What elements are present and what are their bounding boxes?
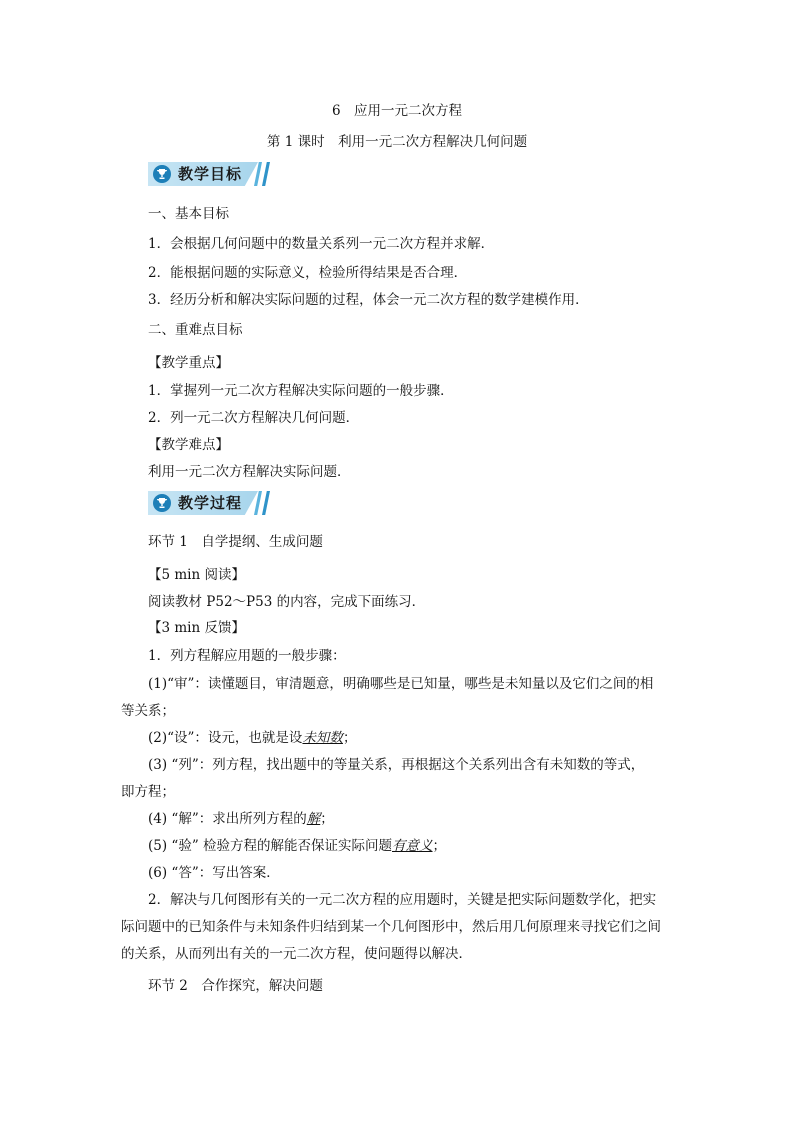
section-banner-goals: [148, 162, 272, 186]
question1-intro: 1．列方程解应用题的一般步骤：: [148, 648, 346, 664]
goal-item: 1．会根据几何问题中的数量关系列一元二次方程并求解．: [148, 236, 495, 252]
key-goals-heading: 二、重难点目标: [148, 322, 243, 338]
banner-label: 教学过程: [178, 494, 243, 512]
step-line: 等关系；: [121, 703, 175, 719]
step-line: (5) “验” 检验方程的解能否保证实际问题有意义；: [148, 838, 447, 854]
step2-heading: 环节 2 合作探究，解决问题: [148, 978, 323, 994]
feedback-label: 【3 min 反馈】: [148, 620, 245, 636]
step-line: (1)“审”：读懂题目，审清题意，明确哪些是已知量，哪些是未知量以及它们之间的相: [148, 676, 654, 692]
step-line: (6) “答”：写出答案．: [148, 865, 280, 881]
basic-goals-heading: 一、基本目标: [148, 206, 229, 222]
goal-item: 2．能根据问题的实际意义，检验所得结果是否合理．: [148, 265, 468, 281]
answer-blank: 有意义: [392, 838, 433, 854]
step-line: (3) “列”：列方程，找出题中的等量关系，再根据这个关系列出含有未知数的等式，: [148, 757, 645, 773]
step-line: 即方程；: [121, 784, 175, 800]
answer-blank: 未知数: [302, 730, 343, 746]
focus-item: 2．列一元二次方程解决几何问题．: [148, 410, 360, 426]
lesson-title: 第 1 课时 利用一元二次方程解决几何问题: [266, 134, 528, 150]
banner-label: 教学目标: [178, 165, 243, 183]
trophy-icon: [153, 165, 171, 183]
step-line: (2)“设”：设元，也就是设未知数；: [148, 730, 357, 746]
section-banner-process: [148, 491, 272, 515]
question2-line: 际问题中的已知条件与未知条件归结到某一个几何图形中，然后用几何原理来寻找它们之间: [121, 919, 661, 935]
question2-line: 的关系，从而列出有关的一元二次方程，使问题得以解决．: [121, 946, 472, 962]
focus-item: 1．掌握列一元二次方程解决实际问题的一般步骤．: [148, 383, 454, 399]
question2-line: 2．解决与几何图形有关的一元二次方程的应用题时，关键是把实际问题数学化，把实: [148, 892, 657, 908]
focus-label: 【教学重点】: [148, 355, 229, 371]
read-text: 阅读教材 P52～P53 的内容，完成下面练习．: [148, 594, 426, 610]
step1-heading: 环节 1 自学提纲、生成问题: [148, 534, 323, 550]
difficulty-text: 利用一元二次方程解决实际问题．: [148, 464, 351, 480]
goal-item: 3．经历分析和解决实际问题的过程，体会一元二次方程的数学建模作用．: [148, 292, 589, 308]
trophy-icon: [153, 494, 171, 512]
read-label: 【5 min 阅读】: [148, 567, 245, 583]
step-line: (4) “解”：求出所列方程的解；: [148, 811, 334, 827]
difficulty-label: 【教学难点】: [148, 437, 229, 453]
answer-blank: 解: [306, 811, 321, 827]
chapter-title: 6 应用一元二次方程: [331, 103, 463, 119]
